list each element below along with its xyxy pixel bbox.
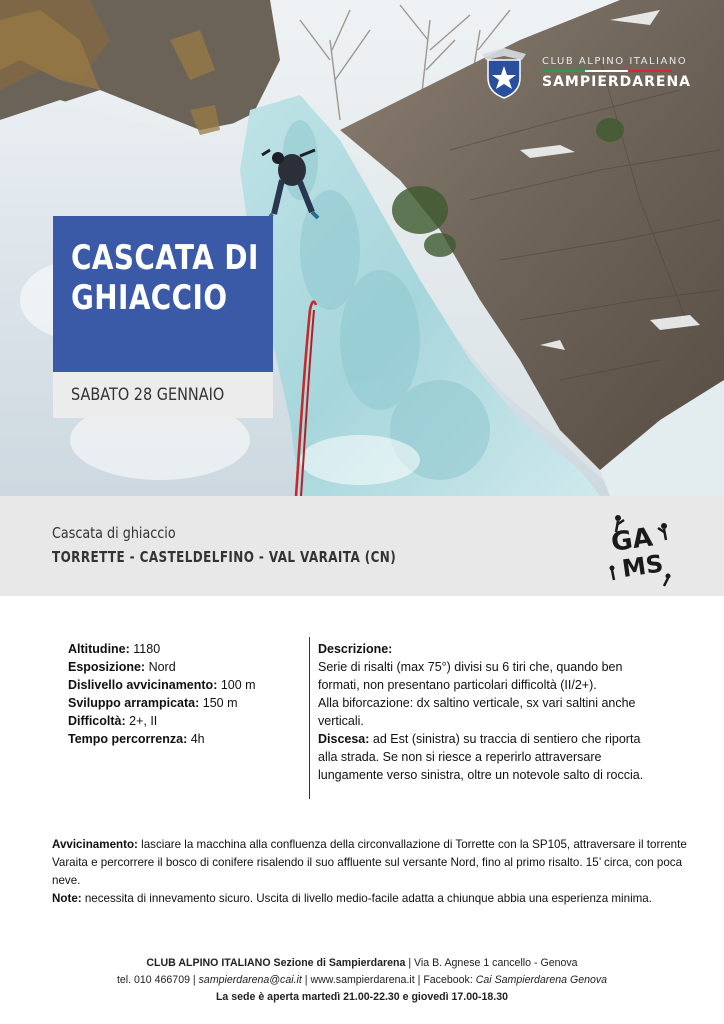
title-panel bbox=[53, 216, 273, 372]
footer-address: | Via B. Agnese 1 cancello - Genova bbox=[405, 957, 578, 969]
notes-label: Note: bbox=[52, 892, 82, 905]
detail-row: Dislivello avvicinamento: 100 m bbox=[68, 678, 256, 692]
detail-row: Difficoltà: 2+, II bbox=[68, 714, 158, 728]
description-block bbox=[318, 640, 658, 784]
svg-text:MS: MS bbox=[620, 549, 665, 583]
route-details bbox=[68, 640, 298, 748]
location-line: TORRETTE - CASTELDELFINO - VAL VARAITA (CN) bbox=[52, 548, 397, 566]
activity-type: Cascata di ghiaccio bbox=[52, 524, 176, 542]
footer bbox=[0, 955, 724, 1006]
descent-text: ad Est (sinistra) su traccia di sentiero che riporta alla strada. Se non si riesce a reperirlo attraversare lungamente verso sinistra, oltre un notevole salto di roccia. bbox=[318, 732, 644, 782]
footer-org: CLUB ALPINO ITALIANO Sezione di Sampierdarena bbox=[146, 957, 406, 969]
column-divider bbox=[309, 637, 310, 799]
club-name: CLUB ALPINO ITALIANO bbox=[542, 56, 688, 67]
description-text: Serie di risalti (max 75°) divisi su 6 tiri che, quando ben formati, non presentano particolari difficoltà (II/2+). bbox=[318, 660, 623, 692]
event-title: CASCATA DI GHIACCIO bbox=[71, 238, 259, 318]
svg-text:GA: GA bbox=[609, 522, 655, 558]
notes-text: necessita di innevamento sicuro. Uscita di livello medio-facile adatta a chiunque abbia una esperienza minima. bbox=[84, 892, 652, 905]
descent-paragraph bbox=[318, 730, 658, 784]
gams-logo bbox=[604, 506, 678, 588]
approach-paragraph bbox=[52, 836, 692, 890]
detail-row: Sviluppo arrampicata: 150 m bbox=[68, 696, 238, 710]
detail-row: Tempo percorrenza: 4h bbox=[68, 732, 205, 746]
detail-row: Esposizione: Nord bbox=[68, 660, 176, 674]
footer-email-link[interactable]: sampierdarena@cai.it bbox=[198, 974, 302, 986]
date-panel bbox=[53, 372, 273, 418]
cai-star-emblem-icon bbox=[478, 44, 530, 100]
description-text-2: Alla biforcazione: dx saltino verticale, sx vari saltini anche verticali. bbox=[318, 696, 636, 728]
descent-label: Discesa: bbox=[318, 732, 370, 746]
detail-row: Altitudine: 1180 bbox=[68, 642, 161, 656]
footer-tel: tel. 010 466709 | bbox=[116, 974, 199, 986]
cai-logo bbox=[472, 44, 722, 104]
approach-label: Avvicinamento: bbox=[52, 838, 138, 851]
tricolor-stripe bbox=[542, 70, 672, 72]
approach-text: lasciare la macchina alla confluenza della circonvallazione di Torrette con la SP105, attraversare il torrente Varaita e percorrere il bosco di conifere risalendo il suo affluente sul versante Nord, fino al primo risalto. 15’ circa, con poca neve. bbox=[52, 838, 687, 887]
notes-paragraph bbox=[52, 890, 692, 908]
section-name: SAMPIERDARENA bbox=[542, 74, 692, 90]
event-date: SABATO 28 GENNAIO bbox=[71, 385, 225, 405]
approach-block bbox=[52, 836, 692, 908]
description-heading: Descrizione: bbox=[318, 642, 393, 656]
footer-facebook-link[interactable]: Cai Sampierdarena Genova bbox=[475, 974, 608, 986]
footer-hours: La sede è aperta martedì 21.00-22.30 e giovedì 17.00-18.30 bbox=[215, 991, 509, 1003]
footer-web-link[interactable]: | www.sampierdarena.it | Facebook: bbox=[301, 974, 476, 986]
